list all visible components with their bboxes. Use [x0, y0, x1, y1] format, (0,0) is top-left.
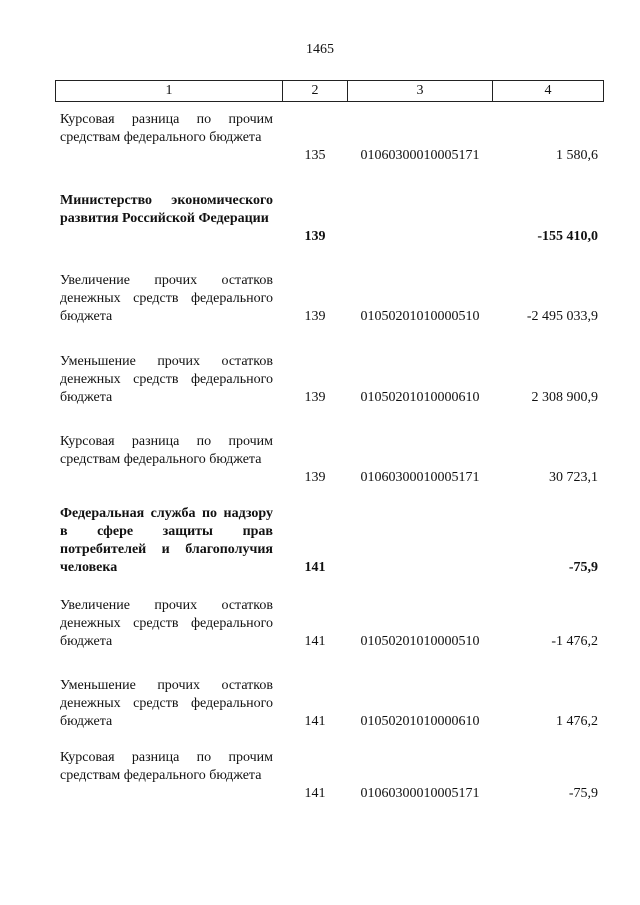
row-admin-code: 139	[304, 470, 326, 485]
row-description: Министерство экономического развития Российской Федерации	[60, 193, 273, 226]
column-header-table	[55, 80, 604, 102]
row-admin-code: 139	[304, 309, 326, 324]
column-header-row	[56, 81, 604, 102]
row-amount: -2 495 033,9	[526, 309, 598, 324]
row-kbk-code: 01050201010000610	[360, 390, 480, 405]
row-admin-code: 135	[304, 148, 326, 163]
row-amount: 2 308 900,9	[531, 390, 598, 405]
page-number: 1465	[306, 42, 334, 57]
row-admin-code: 141	[304, 786, 326, 801]
row-amount: 1 580,6	[556, 148, 598, 163]
row-kbk-code: 01050201010000510	[360, 634, 480, 649]
row-admin-code: 141	[304, 714, 326, 729]
row-description: Увеличение прочих остатков денежных средств федерального бюджета	[60, 273, 273, 324]
row-amount: -75,9	[568, 786, 598, 801]
row-kbk-code: 01060300010005171	[360, 470, 480, 485]
row-description: Уменьшение прочих остатков денежных средств федерального бюджета	[60, 678, 273, 729]
row-kbk-code: 01060300010005171	[360, 148, 480, 163]
row-description: Курсовая разница по прочим средствам федерального бюджета	[60, 112, 273, 145]
row-description: Уменьшение прочих остатков денежных средств федерального бюджета	[60, 354, 273, 405]
row-description: Курсовая разница по прочим средствам федерального бюджета	[60, 750, 273, 783]
column-header-1: 1	[56, 81, 283, 102]
row-amount: -155 410,0	[537, 229, 598, 244]
column-header-2: 2	[283, 81, 348, 102]
row-admin-code: 141	[304, 634, 326, 649]
row-description: Увеличение прочих остатков денежных средств федерального бюджета	[60, 598, 273, 649]
row-admin-code: 139	[304, 229, 326, 244]
row-description: Курсовая разница по прочим средствам федерального бюджета	[60, 434, 273, 467]
row-admin-code: 141	[304, 560, 326, 575]
column-header-3: 3	[348, 81, 493, 102]
row-admin-code: 139	[304, 390, 326, 405]
row-amount: 1 476,2	[556, 714, 598, 729]
row-description: Федеральная служба по надзору в сфере защиты прав потребителей и благополучия человека	[60, 506, 273, 575]
row-amount: -75,9	[568, 560, 598, 575]
row-kbk-code: 01050201010000510	[360, 309, 480, 324]
row-kbk-code: 01050201010000610	[360, 714, 480, 729]
row-amount: 30 723,1	[549, 470, 598, 485]
row-kbk-code: 01060300010005171	[360, 786, 480, 801]
column-header-4: 4	[493, 81, 604, 102]
row-amount: -1 476,2	[551, 634, 598, 649]
